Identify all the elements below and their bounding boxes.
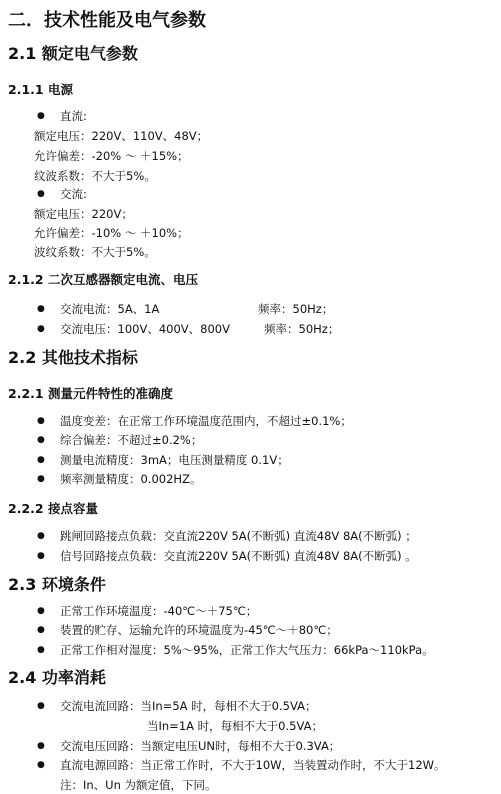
ac-label: 交流:	[60, 187, 87, 201]
bullet-icon: ●	[37, 551, 45, 561]
bullet-icon: ●	[37, 474, 45, 484]
dc-deviation: 允许偏差：-20% ～ ＋15%；	[34, 149, 189, 163]
ct-current-frequency: 频率：50Hz；	[258, 302, 334, 316]
list-item: 正常工作相对湿度：5%～95%，正常工作大气压力：66kPa～110kPa。	[60, 643, 434, 657]
list-item: 装置的贮存、运输允许的环境温度为-45℃～＋80℃；	[60, 623, 338, 637]
bullet-icon: ●	[37, 760, 45, 770]
bullet-icon: ●	[37, 531, 45, 541]
list-item: 交流电压回路：当额定电压UN时，每相不大于0.3VA；	[60, 739, 341, 753]
list-item: 交流电流回路：当In=5A 时，每相不大于0.5VA；	[60, 699, 317, 713]
footnote: 注：In、Un 为额定值，下同。	[60, 778, 217, 792]
bullet-icon: ●	[37, 741, 45, 751]
subsection-2-1-1-title: 2.1.1 电源	[8, 82, 73, 97]
list-item: 温度变差：在正常工作环境温度范围内，不超过±0.1%；	[60, 414, 352, 428]
subsection-2-2-1-title: 2.2.1 测量元件特性的准确度	[8, 386, 173, 401]
list-item-continuation: 当In=1A 时，每相不大于0.5VA；	[147, 719, 323, 733]
dc-voltage: 额定电压：220V、110V、48V；	[34, 129, 209, 143]
subsection-2-4-title: 2.4 功率消耗	[8, 668, 106, 687]
list-item: 跳闸回路接点负载：交直流220V 5A(不断弧) 直流48V 8A(不断弧) ；	[60, 529, 417, 543]
bullet-icon: ●	[37, 416, 45, 426]
list-item: 正常工作环境温度：-40℃～＋75℃；	[60, 604, 258, 618]
list-item: 信号回路接点负载：交直流220V 5A(不断弧) 直流48V 8A(不断弧) 。	[60, 549, 417, 563]
list-item: 直流电源回路：当正常工作时，不大于10W，当装置动作时，不大于12W。	[60, 758, 446, 772]
bullet-icon: ●	[37, 701, 45, 711]
section-title: 二．技术性能及电气参数	[8, 10, 206, 31]
bullet-icon: ●	[37, 606, 45, 616]
pt-voltage-frequency: 频率：50Hz；	[264, 322, 340, 336]
list-item: 频率测量精度：0.002HZ。	[60, 472, 202, 486]
dc-ripple: 纹波系数：不大于5%。	[34, 169, 156, 183]
bullet-icon: ●	[37, 625, 45, 635]
subsection-2-2-title: 2.2 其他技术指标	[8, 348, 138, 367]
subsection-2-2-2-title: 2.2.2 接点容量	[8, 501, 98, 516]
pt-voltage: 交流电压：100V、400V、800V	[60, 322, 230, 336]
bullet-icon: ●	[37, 645, 45, 655]
bullet-icon: ●	[37, 455, 45, 465]
bullet-icon: ●	[37, 189, 45, 199]
bullet-icon: ●	[37, 304, 45, 314]
dc-label: 直流:	[60, 109, 87, 123]
bullet-icon: ●	[37, 324, 45, 334]
list-item: 综合偏差：不超过±0.2%；	[60, 433, 203, 447]
bullet-icon: ●	[37, 435, 45, 445]
list-item: 测量电流精度：3mA；电压测量精度 0.1V；	[60, 453, 289, 467]
bullet-icon: ●	[37, 111, 45, 121]
ac-deviation: 允许偏差：-10% ～ ＋10%；	[34, 226, 189, 240]
subsection-2-1-title: 2.1 额定电气参数	[8, 44, 138, 63]
subsection-2-1-2-title: 2.1.2 二次互感器额定电流、电压	[8, 272, 198, 287]
ac-ripple: 波纹系数：不大于5%。	[34, 245, 156, 259]
ct-current: 交流电流：5A、1A	[60, 302, 160, 316]
ac-voltage: 额定电压：220V；	[34, 207, 133, 221]
subsection-2-3-title: 2.3 环境条件	[8, 575, 106, 594]
